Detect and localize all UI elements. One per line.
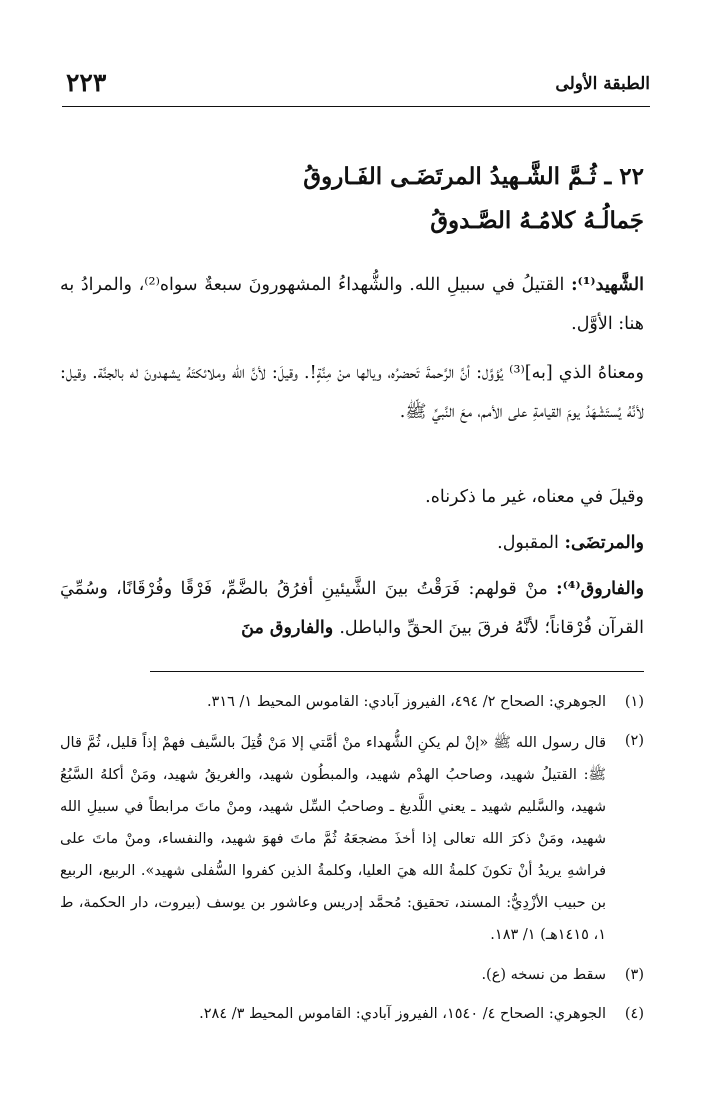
term-faruq-tail: والفاروق منَ <box>241 618 340 638</box>
footnote-number: (٣) <box>624 967 644 983</box>
paragraph-text: ومعناهُ الذي [به]⁽³⁾ يُؤوَّل: أنَّ الرَّحمةَ تَحضرُه، ويالها منْ مِنَّةٍ!. وقيلَ: لأنَّ الله وملائكتَهُ يشهدونَ له بالجنَّة. وقيل: لأنَّهُ يُستَشْهَدُ يومَ القيامةِ على الأمم، معَ النَّبيِّ ﷺ. <box>60 363 644 422</box>
footnote-item <box>60 1000 644 1029</box>
poem-verse-line-1: ٢٢ ـ ثُـمَّ الشَّـهيدُ المرتَضَـى الفَـاروقُ <box>303 163 644 190</box>
footnote-item <box>60 688 644 717</box>
term-shahid: الشَّهيد⁽¹⁾: <box>571 275 644 295</box>
paragraph-murtada <box>60 524 644 563</box>
poem-verse-line-2: جَمالُـهُ كلامُـهُ الصَّـدوقُ <box>430 207 644 234</box>
footnote-text: قال رسول الله ﷺ «إنْ لم يكنِ الشُّهداء منْ أمَّتي إلا مَنْ قُتِلَ بالسَّيف فهمْ إذاً قليل، ثُمَّ قال ﷺ: القتيلُ شهيد، وصاحبُ الهدْم شهيد، والمبطُون شهيد، والغريقُ شهيد، ومَنْ أكلهُ السَّبُعُ شهيد، والسَّليم شهيد ـ يعني اللَّديغ ـ وصاحبُ السِّل شهيد، ومنْ ماتَ مرابطاً في سبيلِ الله شهيد، ومَنْ ذكرَ الله تعالى إذا أخذَ مضجعَهُ ثُمَّ ماتَ فهوَ شهيد، والنفساء، ومنْ ماتَ على فراشهِ يريدُ أنْ تكونَ كلمةُ الله هيَ العليا، وكلمةُ الذين كفروا السُّفلى شهيد». الربيع، الربيع بن حبيب الأزْدِيُّ: المسند، تحقيق: مُحمَّد إدريس وعاشور بن يوسف (بيروت، دار الحكمة، ط ١، ١٤١٥هـ) ١/ ١٨٣. <box>60 735 606 943</box>
paragraph-text: القتيلُ في سبيلِ الله. والشُّهداءُ المشهورونَ سبعةٌ سواه⁽²⁾، والمرادُ به هنا: الأوَّل. <box>60 275 644 334</box>
footnote-text: الجوهري: الصحاح ٢/ ٤٩٤، الفيروز آبادي: القاموس المحيط ١/ ٣١٦. <box>206 694 606 710</box>
footnote-text: الجوهري: الصحاح ٤/ ١٥٤٠، الفيروز آبادي: القاموس المحيط ٣/ ٢٨٤. <box>199 1006 606 1022</box>
footnote-item <box>60 961 644 990</box>
footnote-number: (٢) <box>624 733 644 749</box>
paragraph-shahid <box>60 266 644 344</box>
footnote-item <box>60 727 644 951</box>
paragraph-text: وقيلَ في معناه، غير ما ذكرناه. <box>425 487 644 507</box>
footnotes <box>60 688 644 1039</box>
paragraph-text: المقبول. <box>497 533 565 553</box>
running-header <box>62 66 650 100</box>
paragraph-text: منْ قولهم: فَرَقْتُ بينَ الشَّيئينِ أفرُقُ بالضَّمِّ، فَرْقًا وفُرْقَانًا، وسُمِّيَ القرآن فُرْقاناً؛ لأنَّهُ فرقَ بينَ الحقِّ والباطل. <box>60 579 644 638</box>
footnote-number: (٤) <box>624 1006 644 1022</box>
paragraph-other-meaning <box>60 478 644 517</box>
paragraph-meaning <box>60 354 644 432</box>
footnote-divider <box>150 671 644 672</box>
footnote-text: سقط من نسخه (ع). <box>481 967 606 983</box>
term-murtada: والمرتضَى: <box>564 533 644 553</box>
page-number: ٢٢٣ <box>66 68 107 97</box>
header-divider <box>62 106 650 107</box>
footnote-number: (١) <box>624 694 644 710</box>
paragraph-faruq <box>60 570 644 648</box>
header-title: الطبقة الأولى <box>555 74 650 94</box>
term-faruq: والفاروق⁽⁴⁾: <box>556 579 644 599</box>
